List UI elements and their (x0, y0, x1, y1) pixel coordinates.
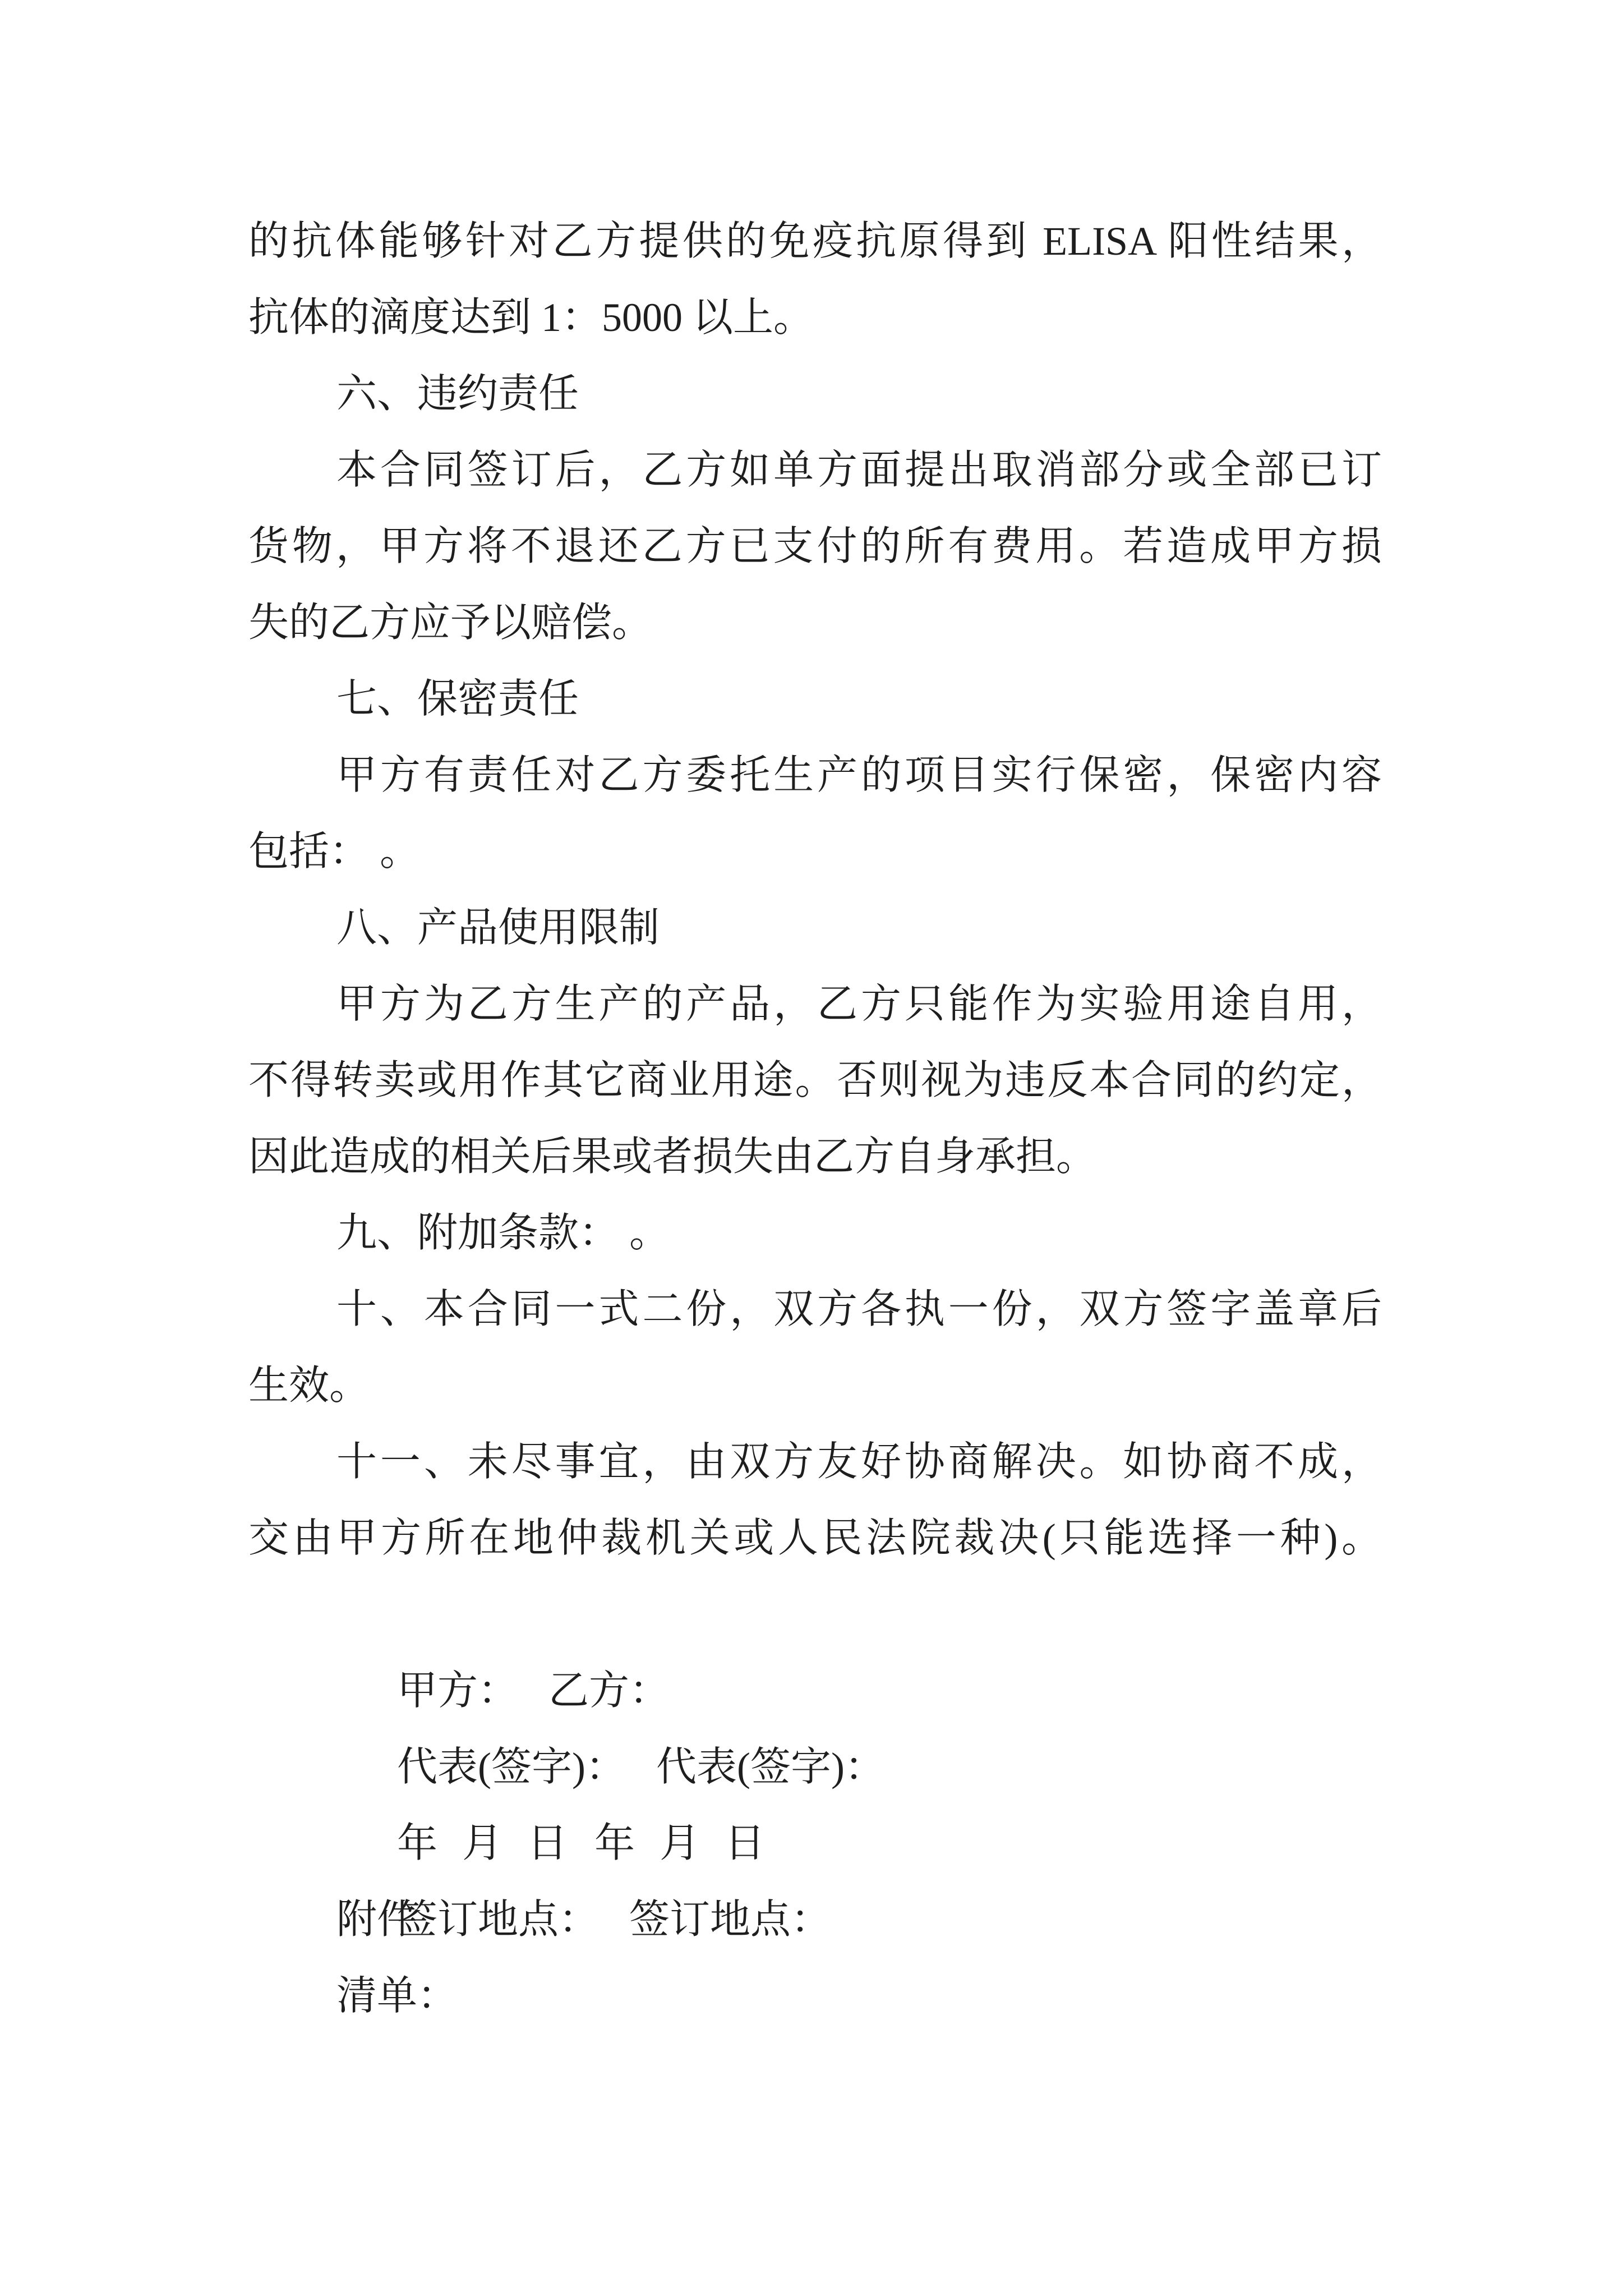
clause-line: 九、附加条款： 。 (336, 1211, 670, 1255)
section-heading: 八、产品使用限制 (336, 905, 660, 950)
contract-text (248, 203, 1382, 2034)
clause-line: 十一、未尽事宜，由双方友好协商解决。如协商不成， (336, 1439, 1382, 1484)
text-line: 甲方有责任对乙方委托生产的项目实行保密，保密内容 (336, 753, 1382, 798)
date-b: 年 月 日 (594, 1821, 766, 1866)
clause-line: 生效。 (248, 1363, 370, 1408)
text-line: 货物，甲方将不退还乙方已支付的所有费用。若造成甲方损 (248, 524, 1382, 569)
text-line: 因此造成的相关后果或者损失由乙方自身承担。 (248, 1134, 1097, 1179)
clause-line: 交由甲方所在地仲裁机关或人民法院裁决(只能选择一种)。 (248, 1516, 1382, 1561)
place-b-label: 签订地点： (629, 1897, 832, 1942)
party-b-label: 乙方： (548, 1668, 670, 1713)
text-line: 包括： 。 (248, 829, 421, 874)
date-a: 年 月 日 (397, 1821, 568, 1866)
text-line: 不得转卖或用作其它商业用途。否则视为违反本合同的约定， (248, 1058, 1382, 1103)
place-a-label: 签订地点： (397, 1897, 600, 1942)
text-line: 抗体的滴度达到 1：5000 以上。 (248, 295, 814, 340)
clause-line: 十、本合同一式二份，双方各执一份，双方签字盖章后 (336, 1287, 1382, 1332)
text-line: 失的乙方应予以赔偿。 (248, 600, 653, 645)
text-line: 甲方为乙方生产的产品，乙方只能作为实验用途自用， (336, 982, 1382, 1027)
section-heading: 七、保密责任 (336, 677, 579, 721)
text-line: 本合同签订后，乙方如单方面提出取消部分或全部已订 (336, 448, 1382, 493)
attachment-title: 附件 (336, 1897, 418, 1942)
representative-a-label: 代表(签字)： (397, 1745, 626, 1789)
attachment-list-label: 清单： (336, 1973, 458, 2018)
section-heading: 六、违约责任 (336, 371, 579, 416)
representative-b-label: 代表(签字)： (656, 1745, 885, 1789)
text-line: 的抗体能够针对乙方提供的免疫抗原得到 ELISA 阳性结果， (248, 219, 1382, 264)
party-a-label: 甲方： (397, 1668, 519, 1713)
signature-parties-row (248, 1576, 1382, 1713)
